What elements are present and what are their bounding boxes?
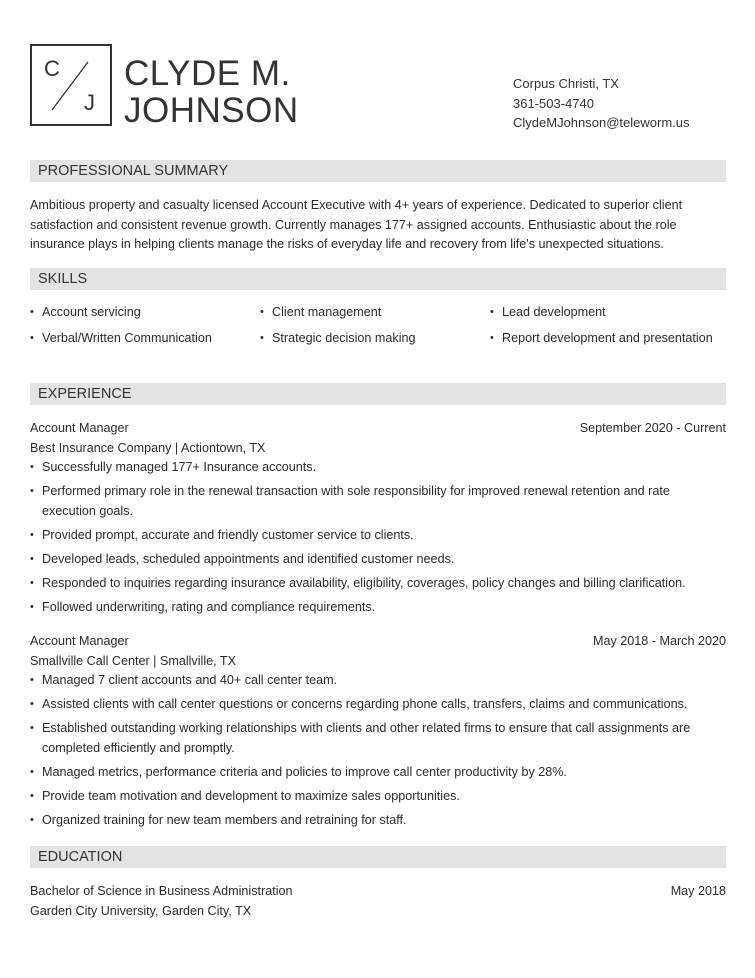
name-line-2: JOHNSON <box>124 91 299 130</box>
candidate-name <box>124 55 299 129</box>
job-company: Best Insurance Company | Actiontown, TX <box>30 440 266 455</box>
contact-info <box>513 74 690 133</box>
contact-phone: 361-503-4740 <box>513 95 594 111</box>
education-entry <box>30 882 726 921</box>
job-entry <box>30 632 726 836</box>
job-bullet: • Provided prompt, accurate and friendly customer service to clients. <box>30 526 726 546</box>
monogram-first-initial: C <box>44 56 60 81</box>
education-date: May 2018 <box>670 884 726 898</box>
job-entry <box>30 419 726 623</box>
job-title: Account Manager <box>30 421 129 435</box>
job-bullet: • Developed leads, scheduled appointments and identified customer needs. <box>30 550 726 570</box>
section-heading-skills: SKILLS <box>30 268 726 290</box>
job-dates: May 2018 - March 2020 <box>592 634 726 648</box>
section-heading-education: EDUCATION <box>30 846 726 868</box>
skill-item: • Client management <box>260 303 490 323</box>
contact-location: Corpus Christi, TX <box>513 76 619 91</box>
skill-item: • Verbal/Written Communication <box>30 329 260 349</box>
skill-item: • Lead development <box>490 303 726 323</box>
monogram-logo <box>30 44 112 126</box>
job-bullets <box>30 458 726 618</box>
job-bullet: • Provide team motivation and development to maximize sales opportunities. <box>30 787 726 807</box>
skill-item: • Account servicing <box>30 303 260 323</box>
job-bullet: • Managed metrics, performance criteria and policies to improve call center productivity by 28%. <box>30 763 726 783</box>
job-bullet: • Assisted clients with call center questions or concerns regarding phone calls, transfers, claims and communications. <box>30 695 726 715</box>
skill-item: • Report development and presentation <box>490 329 726 349</box>
education-degree: Bachelor of Science in Business Administration <box>30 884 293 898</box>
job-bullet: • Successfully managed 177+ Insurance accounts. <box>30 458 726 478</box>
job-bullet: • Followed underwriting, rating and compliance requirements. <box>30 598 726 618</box>
job-dates: September 2020 - Current <box>579 421 726 435</box>
monogram-last-initial: J <box>84 90 95 115</box>
job-bullets <box>30 671 726 831</box>
job-bullet: • Managed 7 client accounts and 40+ call center team. <box>30 671 726 691</box>
job-bullet: • Responded to inquiries regarding insurance availability, eligibility, coverages, policy changes and billing clarification. <box>30 574 726 594</box>
skill-item: • Strategic decision making <box>260 329 490 349</box>
education-school: Garden City University, Garden City, TX <box>30 903 252 918</box>
section-heading-summary: PROFESSIONAL SUMMARY <box>30 160 726 182</box>
summary-text: Ambitious property and casualty licensed Account Executive with 4+ years of experience. Dedicated to superior client satisfaction and consistent revenue growth. Currently manages 177+ assigned accounts. Enthusiastic about the role insurance plays in helping clients manage the risks of everyday life and recovery from life's unexpected situations. <box>30 198 683 251</box>
job-title: Account Manager <box>30 634 129 648</box>
section-heading-experience: EXPERIENCE <box>30 383 726 405</box>
job-bullet: • Organized training for new team members and retraining for staff. <box>30 811 726 831</box>
name-line-1: CLYDE M. <box>124 54 291 93</box>
job-company: Smallville Call Center | Smallville, TX <box>30 653 236 668</box>
skills-list <box>30 303 726 348</box>
contact-email: ClydeMJohnson@teleworm.us <box>513 115 690 130</box>
job-bullet: • Performed primary role in the renewal transaction with sole responsibility for improved renewal retention and rate execution goals. <box>30 482 726 521</box>
job-bullet: • Established outstanding working relationships with clients and other related firms to ensure that call assignments are completed efficiently and promptly. <box>30 719 726 758</box>
